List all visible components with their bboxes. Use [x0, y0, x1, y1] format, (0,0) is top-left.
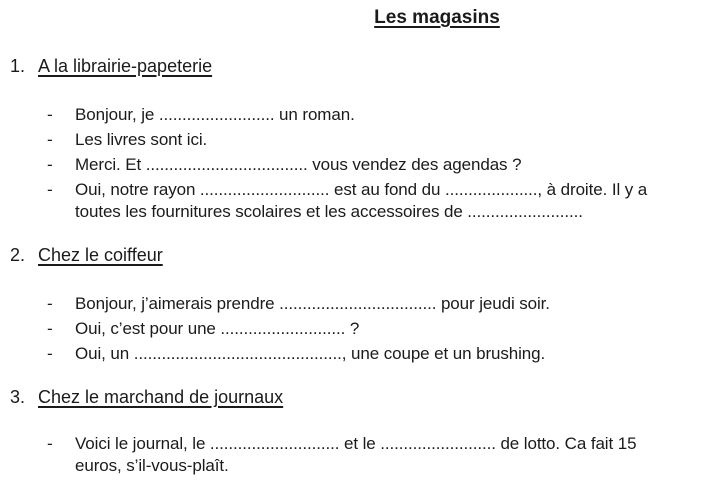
section-heading-librairie — [0, 55, 704, 77]
dialogue-section-1 — [0, 104, 704, 223]
dialogue-text — [75, 104, 355, 126]
section-heading-text: Chez le coiffeur — [38, 245, 163, 265]
page-title: Les magasins — [374, 7, 500, 28]
bullet-dash: - — [47, 294, 53, 313]
section-number: 3. — [10, 387, 26, 407]
dialogue-text-line: Bonjour, je ......................... un roman. — [75, 105, 355, 124]
dialogue-section-3 — [0, 433, 704, 477]
dialogue-line — [47, 318, 704, 340]
dialogue-line — [47, 179, 704, 223]
section-number: 1. — [10, 56, 26, 76]
section-heading-text: A la librairie-papeterie — [38, 56, 213, 76]
dialogue-text-line: Oui, c’est pour une ........................... ? — [75, 319, 360, 338]
bullet-dash: - — [47, 344, 53, 363]
bullet-dash: - — [47, 180, 53, 199]
dialogue-text-line: Oui, notre rayon ............................ est au fond du ...................., à droite. Il y a — [75, 180, 648, 199]
dialogue-text — [75, 129, 207, 151]
dialogue-text-line: Les livres sont ici. — [75, 130, 208, 149]
dialogue-line — [47, 129, 704, 151]
dialogue-text-line: toutes les fournitures scolaires et les accessoires de ......................... — [75, 202, 583, 221]
dialogue-line — [47, 343, 704, 365]
dialogue-text-line: Bonjour, j’aimerais prendre .................................. pour jeudi soir. — [75, 294, 550, 313]
bullet-dash: - — [47, 105, 53, 124]
dialogue-text-line: Voici le journal, le ............................ et le ......................... de lotto. Ca fait 15 — [75, 434, 637, 453]
dialogue-text-line: euros, s’il-vous-plaît. — [75, 456, 229, 475]
section-heading-text: Chez le marchand de journaux — [38, 387, 284, 407]
dialogue-line — [47, 293, 704, 315]
dialogue-line — [47, 154, 704, 176]
dialogue-text — [75, 179, 647, 223]
dialogue-text-line: Merci. Et ................................... vous vendez des agendas ? — [75, 155, 522, 174]
dialogue-line — [47, 104, 704, 126]
section-number: 2. — [10, 245, 26, 265]
dialogue-text — [75, 293, 550, 315]
dialogue-text — [75, 433, 636, 477]
dialogue-text — [75, 154, 521, 176]
section-heading-coiffeur — [0, 244, 704, 266]
bullet-dash: - — [47, 155, 53, 174]
dialogue-section-2 — [0, 293, 704, 365]
dialogue-text — [75, 318, 359, 340]
section-heading-marchand-journaux — [0, 386, 704, 408]
dialogue-text — [75, 343, 545, 365]
dialogue-text-line: Oui, un ............................................., une coupe et un brushing. — [75, 344, 546, 363]
bullet-dash: - — [47, 434, 53, 453]
bullet-dash: - — [47, 130, 53, 149]
bullet-dash: - — [47, 319, 53, 338]
dialogue-line — [47, 433, 704, 477]
title-row — [0, 0, 704, 31]
